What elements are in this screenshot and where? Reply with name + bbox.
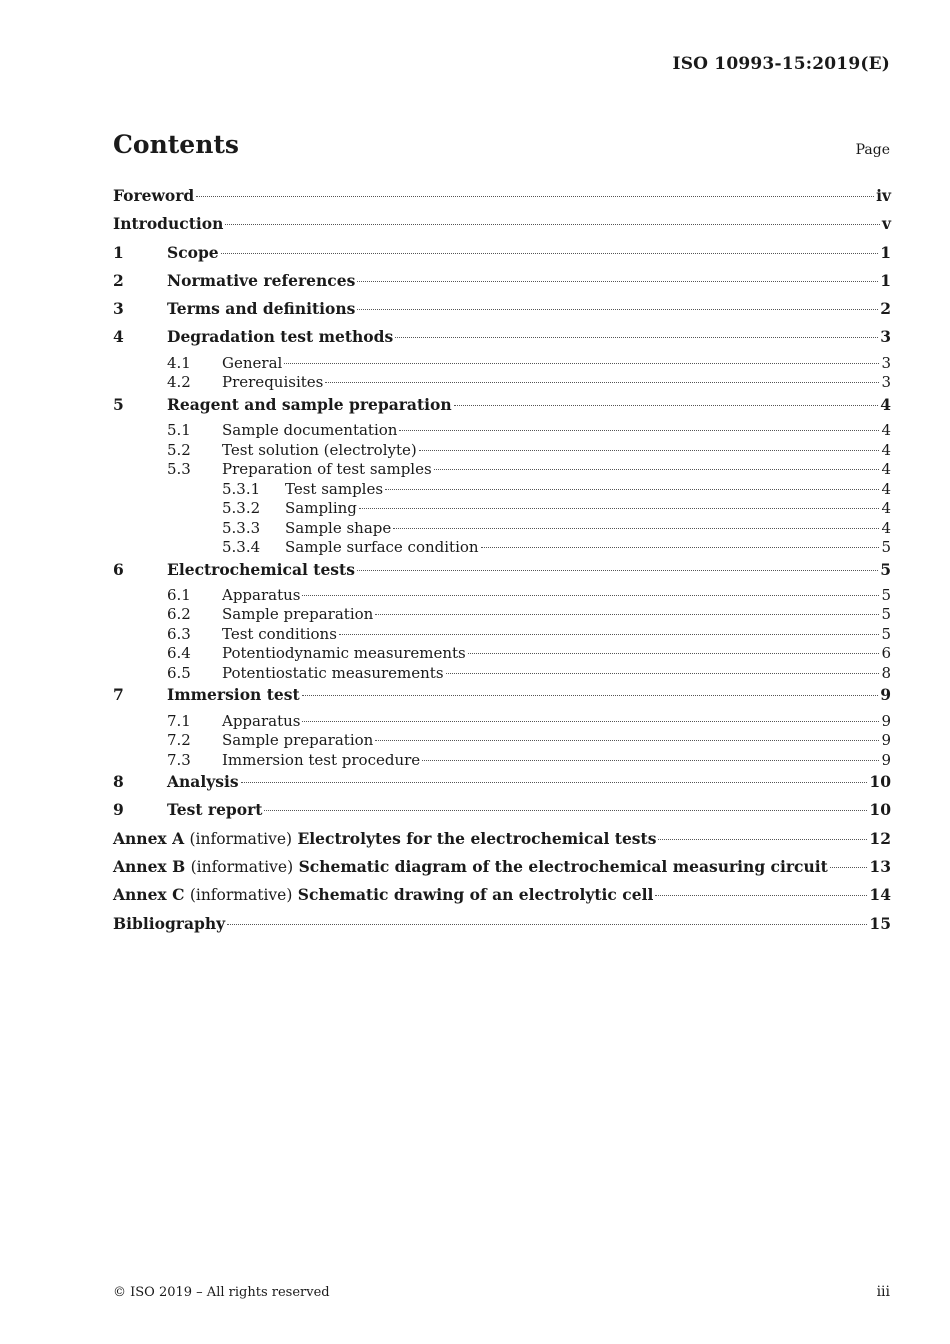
dot-leader	[393, 527, 879, 529]
toc-entry-text: Test samples	[285, 479, 384, 498]
dot-leader	[375, 613, 879, 615]
toc-entry-number: 5.3.2	[222, 499, 261, 518]
toc-entry-page: 9	[881, 711, 891, 730]
toc-entry-text: Sample shape	[285, 518, 392, 537]
toc-entry-text: Sample preparation	[222, 605, 374, 624]
annex-label: Annex B	[113, 857, 186, 877]
dot-leader	[339, 633, 880, 635]
dot-leader	[264, 809, 867, 811]
toc-entry-page: 4	[881, 421, 891, 440]
toc-entry-page: 1	[880, 270, 891, 290]
toc-entry-page: 8	[881, 663, 891, 682]
annex-label: Annex A	[113, 828, 185, 848]
toc-entry[interactable]	[113, 499, 891, 519]
toc-entry-number: 3	[113, 299, 124, 319]
toc-entry-number: 1	[113, 242, 124, 262]
toc-entry-page: 4	[881, 499, 891, 518]
toc-entry-text: Sample preparation	[222, 731, 374, 750]
toc-entry-text: Introduction	[113, 214, 224, 234]
toc-entry-title	[222, 441, 417, 461]
annex-note: (informative)	[189, 886, 293, 905]
dot-leader	[481, 546, 880, 548]
dot-leader	[419, 449, 880, 451]
toc-entry-text: Electrolytes for the electrochemical tests	[297, 828, 657, 848]
toc-entry-page: 4	[880, 394, 891, 414]
dot-leader	[302, 694, 879, 696]
dot-leader	[225, 223, 880, 225]
toc-entry[interactable]	[113, 519, 891, 539]
toc-entry-text: Immersion test	[167, 685, 300, 705]
toc-entry[interactable]	[113, 827, 891, 855]
toc-entry-page: 3	[880, 327, 891, 347]
dot-leader	[359, 507, 880, 509]
dot-leader	[658, 838, 867, 840]
dot-leader	[325, 381, 879, 383]
toc-entry-title	[222, 644, 466, 664]
toc-entry-text: Test conditions	[222, 624, 337, 643]
table-of-contents	[113, 184, 891, 940]
toc-entry-text: Test report	[167, 800, 263, 820]
toc-entry[interactable]	[113, 625, 891, 645]
copyright-notice: © ISO 2019 – All rights reserved	[113, 1285, 330, 1300]
dot-leader	[302, 720, 879, 722]
toc-entry-page: 5	[881, 538, 891, 557]
toc-entry[interactable]	[113, 798, 891, 826]
toc-entry-title	[285, 499, 357, 519]
toc-entry-page: 4	[881, 479, 891, 498]
toc-entry-text: General	[222, 353, 283, 372]
toc-entry-text: Prerequisites	[222, 373, 324, 392]
toc-entry-title	[167, 558, 355, 582]
toc-entry-text: Reagent and sample preparation	[167, 394, 452, 414]
toc-entry-number: 6.4	[167, 644, 191, 663]
dot-leader	[375, 739, 879, 741]
dot-leader	[422, 759, 879, 761]
toc-entry-text: Potentiodynamic measurements	[222, 644, 466, 663]
toc-entry[interactable]	[113, 751, 891, 771]
dot-leader	[302, 594, 879, 596]
toc-entry-title	[113, 912, 225, 936]
toc-entry-page: 3	[881, 353, 891, 372]
toc-entry-text: Sample documentation	[222, 421, 398, 440]
toc-entry-page: 9	[881, 750, 891, 769]
toc-entry-page: v	[881, 214, 891, 234]
dot-leader	[357, 308, 878, 310]
annex-note: (informative)	[190, 858, 294, 877]
toc-entry-number: 7.3	[167, 750, 191, 769]
toc-entry-text: Sample surface condition	[285, 538, 479, 557]
toc-entry-page: 5	[881, 605, 891, 624]
toc-entry-page: 14	[869, 885, 891, 905]
dot-leader	[468, 652, 880, 654]
toc-entry-number: 6.2	[167, 605, 191, 624]
toc-entry-page: 2	[880, 299, 891, 319]
toc-entry-text: Apparatus	[222, 585, 301, 604]
toc-entry-number: 4	[113, 327, 124, 347]
toc-entry[interactable]	[113, 184, 891, 212]
toc-entry-page: 15	[869, 913, 891, 933]
toc-entry-text: Test solution (electrolyte)	[222, 440, 417, 459]
toc-entry-page: iv	[876, 186, 891, 205]
toc-entry-title	[167, 297, 355, 321]
toc-entry-text: Apparatus	[222, 711, 301, 730]
toc-entry-text: Schematic diagram of the electrochemical measuring circuit	[298, 857, 828, 877]
toc-entry-text: Schematic drawing of an electrolytic cell	[297, 885, 654, 905]
toc-entry-number: 6	[113, 559, 124, 579]
dot-leader	[395, 336, 878, 338]
toc-entry-number: 5.2	[167, 440, 191, 459]
toc-entry[interactable]	[113, 664, 891, 684]
toc-entry-title	[113, 855, 828, 879]
toc-entry-text: Preparation of test samples	[222, 460, 432, 479]
toc-entry-title	[167, 393, 452, 417]
toc-entry-number: 4.1	[167, 353, 191, 372]
dot-leader	[357, 569, 878, 571]
toc-entry-text: Sampling	[285, 499, 357, 518]
toc-entry-page: 4	[881, 518, 891, 537]
toc-entry-title	[222, 731, 373, 751]
toc-entry[interactable]	[113, 421, 891, 441]
toc-entry-title	[285, 480, 383, 500]
toc-entry-number: 6.1	[167, 585, 191, 604]
toc-entry[interactable]	[113, 297, 891, 325]
toc-entry-title	[222, 605, 373, 625]
toc-entry[interactable]	[113, 460, 891, 480]
dot-leader	[385, 488, 879, 490]
toc-entry-number: 5.3.3	[222, 518, 261, 537]
toc-entry-text: Bibliography	[113, 913, 226, 933]
toc-entry-page: 5	[880, 559, 891, 579]
toc-entry-title	[222, 373, 323, 393]
toc-entry[interactable]	[113, 558, 891, 586]
toc-entry-page: 9	[881, 731, 891, 750]
toc-entry-text: Foreword	[113, 186, 195, 205]
toc-entry-text: Immersion test procedure	[222, 750, 421, 769]
toc-entry-number: 9	[113, 800, 124, 820]
toc-entry[interactable]	[113, 393, 891, 421]
dot-leader	[221, 252, 879, 254]
page-column-label: Page	[855, 142, 890, 158]
toc-entry-text: Terms and definitions	[167, 299, 356, 319]
toc-entry-page: 10	[869, 772, 891, 792]
toc-entry-title	[113, 883, 653, 907]
toc-entry[interactable]	[113, 586, 891, 606]
toc-entry-number: 5.1	[167, 421, 191, 440]
toc-entry-title	[167, 325, 393, 349]
toc-entry-number: 6.3	[167, 624, 191, 643]
toc-entry-text: Potentiostatic measurements	[222, 663, 444, 682]
dot-leader	[196, 195, 874, 197]
toc-entry-title	[222, 354, 282, 374]
toc-entry-text: Degradation test methods	[167, 327, 394, 347]
toc-entry-page: 6	[881, 644, 891, 663]
toc-entry-number: 7	[113, 685, 124, 705]
toc-entry[interactable]	[113, 480, 891, 500]
toc-entry-page: 5	[881, 585, 891, 604]
toc-entry-number: 7.1	[167, 711, 191, 730]
toc-entry-title	[113, 827, 656, 851]
toc-entry-number: 8	[113, 772, 124, 792]
toc-entry[interactable]	[113, 325, 891, 353]
toc-entry-title	[167, 770, 239, 794]
toc-entry[interactable]	[113, 269, 891, 297]
toc-entry-number: 7.2	[167, 731, 191, 750]
toc-entry-page: 10	[869, 800, 891, 820]
page-number: iii	[876, 1284, 890, 1300]
dot-leader	[227, 923, 867, 925]
toc-entry-title	[222, 664, 444, 684]
toc-entry-page: 1	[880, 242, 891, 262]
dot-leader	[357, 280, 878, 282]
toc-entry[interactable]	[113, 441, 891, 461]
toc-entry-title	[167, 683, 300, 707]
toc-entry[interactable]	[113, 644, 891, 664]
toc-entry[interactable]	[113, 855, 891, 883]
toc-entry[interactable]	[113, 212, 891, 240]
toc-entry-page: 13	[869, 857, 891, 877]
toc-entry[interactable]	[113, 241, 891, 269]
toc-entry-title	[222, 712, 300, 732]
dot-leader	[284, 362, 879, 364]
toc-entry-number: 5.3.4	[222, 538, 261, 557]
toc-entry-title	[167, 269, 355, 293]
dot-leader	[446, 672, 880, 674]
toc-entry-title	[167, 241, 219, 265]
toc-entry-number: 5.3.1	[222, 479, 261, 498]
toc-entry-title	[222, 421, 397, 441]
toc-entry[interactable]	[113, 354, 891, 374]
toc-entry[interactable]	[113, 373, 891, 393]
toc-entry-page: 9	[880, 685, 891, 705]
toc-entry-number: 5	[113, 394, 124, 414]
toc-entry-title	[222, 751, 420, 771]
toc-entry[interactable]	[113, 731, 891, 751]
contents-title: Contents	[113, 130, 240, 159]
toc-entry-page: 3	[881, 373, 891, 392]
toc-entry-title	[167, 798, 262, 822]
toc-entry[interactable]	[113, 538, 891, 558]
toc-entry-number: 5.3	[167, 460, 191, 479]
toc-entry-page: 4	[881, 440, 891, 459]
annex-note: (informative)	[189, 829, 293, 848]
toc-entry[interactable]	[113, 770, 891, 798]
toc-entry-title	[285, 538, 479, 558]
toc-entry-title	[222, 586, 300, 606]
toc-entry[interactable]	[113, 883, 891, 911]
toc-entry[interactable]	[113, 605, 891, 625]
toc-entry-text: Electrochemical tests	[167, 559, 355, 579]
toc-entry-number: 6.5	[167, 663, 191, 682]
toc-entry-title	[222, 625, 337, 645]
toc-entry-page: 5	[881, 624, 891, 643]
dot-leader	[434, 468, 880, 470]
toc-entry-title	[113, 212, 223, 236]
document-id: ISO 10993-15:2019(E)	[672, 54, 890, 74]
toc-entry-number: 2	[113, 270, 124, 290]
toc-entry[interactable]	[113, 683, 891, 711]
dot-leader	[241, 781, 868, 783]
toc-entry[interactable]	[113, 912, 891, 940]
annex-label: Annex C	[113, 885, 185, 905]
dot-leader	[399, 429, 879, 431]
toc-entry-text: Scope	[167, 242, 219, 262]
dot-leader	[830, 866, 868, 868]
toc-entry-text: Normative references	[167, 270, 356, 290]
toc-entry[interactable]	[113, 712, 891, 732]
toc-entry-page: 4	[881, 460, 891, 479]
toc-entry-title	[222, 460, 432, 480]
dot-leader	[454, 404, 879, 406]
toc-entry-title	[285, 519, 391, 539]
toc-entry-number: 4.2	[167, 373, 191, 392]
dot-leader	[655, 894, 867, 896]
toc-entry-page: 12	[869, 828, 891, 848]
toc-entry-text: Analysis	[167, 772, 239, 792]
toc-entry-title	[113, 184, 194, 208]
